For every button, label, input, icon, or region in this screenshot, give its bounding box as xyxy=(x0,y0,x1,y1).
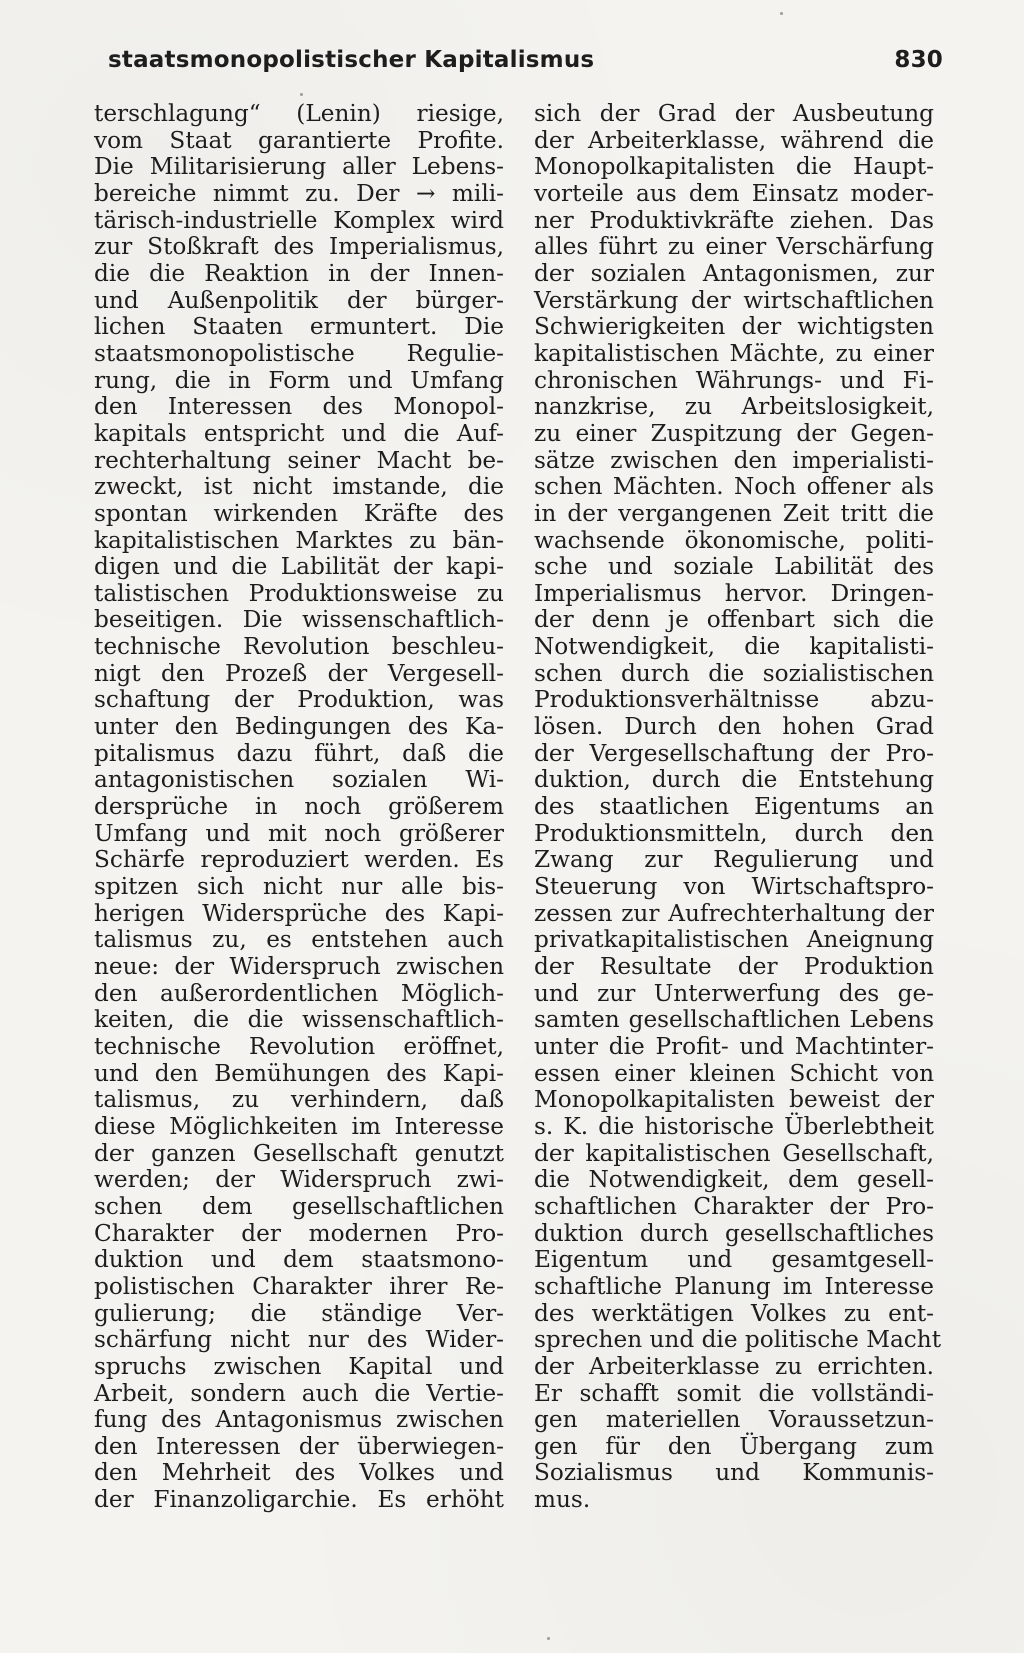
text-line: spontan wirkenden Kräfte des xyxy=(94,499,504,527)
text-line: dersprüche in noch größerem xyxy=(94,793,504,821)
text-line: der Arbeiterklasse, während die xyxy=(534,126,934,154)
text-line: gulierung; die ständige Ver- xyxy=(94,1299,504,1327)
text-line: Sozialismus und Kommunis- xyxy=(534,1459,934,1487)
text-line: Umfang und mit noch größerer xyxy=(94,819,504,847)
text-line: vorteile aus dem Einsatz moder- xyxy=(534,179,934,207)
text-line: polistischen Charakter ihrer Re- xyxy=(94,1272,504,1300)
text-line: duktion und dem staatsmono- xyxy=(94,1246,504,1274)
scan-dot xyxy=(300,93,303,96)
text-line: talistischen Produktionsweise zu xyxy=(94,579,504,607)
text-line: des werktätigen Volkes zu ent- xyxy=(534,1299,934,1327)
text-line: schaftung der Produktion, was xyxy=(94,686,504,714)
text-line: rung, die in Form und Umfang xyxy=(94,366,504,394)
text-line: herigen Widersprüche des Kapi- xyxy=(94,899,504,927)
text-line: nanzkrise, zu Arbeitslosigkeit, xyxy=(534,393,934,421)
scan-dot xyxy=(547,1637,550,1640)
text-line: schen dem gesellschaftlichen xyxy=(94,1192,504,1220)
text-line: Arbeit, sondern auch die Vertie- xyxy=(94,1379,504,1407)
text-line: den Interessen der überwiegen- xyxy=(94,1432,504,1460)
text-line: Die Militarisierung aller Lebens- xyxy=(94,153,504,181)
text-line: technische Revolution beschleu- xyxy=(94,633,504,661)
text-line: samten gesellschaftlichen Lebens xyxy=(534,1006,934,1034)
text-line: neue: der Widerspruch zwischen xyxy=(94,953,504,980)
text-line: keiten, die die wissenschaftlich- xyxy=(94,1006,504,1034)
text-line: die die Reaktion in der Innen- xyxy=(94,259,504,287)
text-line: unter den Bedingungen des Ka- xyxy=(94,713,504,741)
text-line: gen materiellen Voraussetzun- xyxy=(534,1406,934,1434)
text-line: sätze zwischen den imperialisti- xyxy=(534,446,934,474)
running-title: staatsmonopolistischer Kapitalismus xyxy=(108,47,595,73)
text-line: und zur Unterwerfung des ge- xyxy=(534,979,934,1007)
text-line: den außerordentlichen Möglich- xyxy=(94,979,504,1007)
text-line: tärisch-industrielle Komplex wird xyxy=(94,206,504,234)
text-line: beseitigen. Die wissenschaftlich- xyxy=(94,606,504,634)
text-line: wachsende ökonomische, politi- xyxy=(534,526,934,554)
left-text-column xyxy=(94,101,504,1514)
text-line: Schärfe reproduziert werden. Es xyxy=(94,846,504,874)
text-line: sich der Grad der Ausbeutung xyxy=(534,100,934,127)
text-line: Produktionsverhältnisse abzu- xyxy=(534,686,934,714)
scan-dot xyxy=(780,12,783,15)
text-line: diese Möglichkeiten im Interesse xyxy=(94,1112,504,1140)
text-line: der Vergesellschaftung der Pro- xyxy=(534,739,934,767)
text-line: essen einer kleinen Schicht von xyxy=(534,1059,934,1087)
text-line: Produktionsmitteln, durch den xyxy=(534,819,934,847)
right-text-column xyxy=(534,100,942,1514)
text-line: Monopolkapitalisten beweist der xyxy=(534,1086,934,1114)
text-line: pitalismus dazu führt, daß die xyxy=(94,739,504,767)
text-line: privatkapitalistischen Aneignung xyxy=(534,926,934,954)
text-line: digen und die Labilität der kapi- xyxy=(94,553,504,581)
text-line: in der vergangenen Zeit tritt die xyxy=(534,499,934,527)
text-line: sprechen und die politische Macht xyxy=(534,1326,942,1354)
text-line: zur Stoßkraft des Imperialismus, xyxy=(94,233,504,261)
text-line: der Resultate der Produktion xyxy=(534,953,934,980)
text-line: schen Mächten. Noch offener als xyxy=(534,473,934,501)
text-line: Zwang zur Regulierung und xyxy=(534,846,934,874)
page-number: 830 xyxy=(894,47,943,73)
text-line: ner Produktivkräfte ziehen. Das xyxy=(534,206,934,234)
text-line: talismus, zu verhindern, daß xyxy=(94,1086,504,1114)
text-line: Schwierigkeiten der wichtigsten xyxy=(534,313,934,341)
text-line: der sozialen Antagonismen, zur xyxy=(534,259,934,287)
text-line: lichen Staaten ermuntert. Die xyxy=(94,313,504,341)
text-line: nigt den Prozeß der Vergesell- xyxy=(94,659,504,687)
text-line: talismus zu, es entstehen auch xyxy=(94,926,504,954)
text-line: vom Staat garantierte Profite. xyxy=(94,126,504,154)
text-line: Charakter der modernen Pro- xyxy=(94,1219,504,1247)
text-line: schaftliche Planung im Interesse xyxy=(534,1272,934,1300)
text-line: der Finanzoligarchie. Es erhöht xyxy=(94,1486,504,1514)
text-line: Verstärkung der wirtschaftlichen xyxy=(534,286,934,314)
text-line: technische Revolution eröffnet, xyxy=(94,1032,504,1060)
text-line: die Notwendigkeit, dem gesell- xyxy=(534,1166,934,1194)
text-line: Notwendigkeit, die kapitalisti- xyxy=(534,633,934,661)
text-line: des staatlichen Eigentums an xyxy=(534,793,934,821)
text-line: duktion durch gesellschaftliches xyxy=(534,1219,934,1247)
text-line: duktion, durch die Entstehung xyxy=(534,766,934,794)
text-line: chronischen Währungs- und Fi- xyxy=(534,366,934,394)
text-line: rechterhaltung seiner Macht be- xyxy=(94,446,504,474)
text-line: Imperialismus hervor. Dringen- xyxy=(534,579,934,607)
text-line: zessen zur Aufrechterhaltung der xyxy=(534,899,934,927)
text-line: den Interessen des Monopol- xyxy=(94,393,504,421)
text-line: fung des Antagonismus zwischen xyxy=(94,1406,504,1434)
text-line: spruchs zwischen Kapital und xyxy=(94,1352,504,1380)
text-line: der denn je offenbart sich die xyxy=(534,606,934,634)
text-line: alles führt zu einer Verschärfung xyxy=(534,233,934,261)
text-line: zweckt, ist nicht imstande, die xyxy=(94,473,504,501)
text-line: der ganzen Gesellschaft genutzt xyxy=(94,1139,504,1167)
text-line: Steuerung von Wirtschaftspro- xyxy=(534,873,934,901)
text-line: bereiche nimmt zu. Der → mili- xyxy=(94,179,504,207)
text-line: den Mehrheit des Volkes und xyxy=(94,1459,504,1487)
text-line: schaftlichen Charakter der Pro- xyxy=(534,1192,934,1220)
text-line: der Arbeiterklasse zu errichten. xyxy=(534,1352,934,1380)
text-line: gen für den Übergang zum xyxy=(534,1432,934,1460)
text-line: kapitalistischen Mächte, zu einer xyxy=(534,339,934,367)
text-line: der kapitalistischen Gesellschaft, xyxy=(534,1139,934,1167)
text-line: kapitals entspricht und die Auf- xyxy=(94,419,504,447)
text-line: sche und soziale Labilität des xyxy=(534,553,934,581)
text-line: terschlagung“ (Lenin) riesige, xyxy=(94,100,504,127)
text-line: und Außenpolitik der bürger- xyxy=(94,286,504,314)
text-line: schärfung nicht nur des Wider- xyxy=(94,1326,504,1354)
text-line: Er schafft somit die vollständi- xyxy=(534,1379,934,1407)
text-line: kapitalistischen Marktes zu bän- xyxy=(94,526,504,554)
text-line: lösen. Durch den hohen Grad xyxy=(534,713,934,741)
text-line: schen durch die sozialistischen xyxy=(534,659,934,687)
text-line: zu einer Zuspitzung der Gegen- xyxy=(534,419,934,447)
text-line: und den Bemühungen des Kapi- xyxy=(94,1059,504,1087)
text-line: werden; der Widerspruch zwi- xyxy=(94,1166,504,1194)
text-line: antagonistischen sozialen Wi- xyxy=(94,766,504,794)
text-line: staatsmonopolistische Regulie- xyxy=(94,339,504,367)
text-line: spitzen sich nicht nur alle bis- xyxy=(94,873,504,901)
text-line: s. K. die historische Überlebtheit xyxy=(534,1112,934,1140)
text-line: mus. xyxy=(534,1486,591,1514)
running-header xyxy=(108,47,943,81)
text-line: Monopolkapitalisten die Haupt- xyxy=(534,153,934,181)
text-line: unter die Profit- und Machtinter- xyxy=(534,1032,934,1060)
text-line: Eigentum und gesamtgesell- xyxy=(534,1246,934,1274)
